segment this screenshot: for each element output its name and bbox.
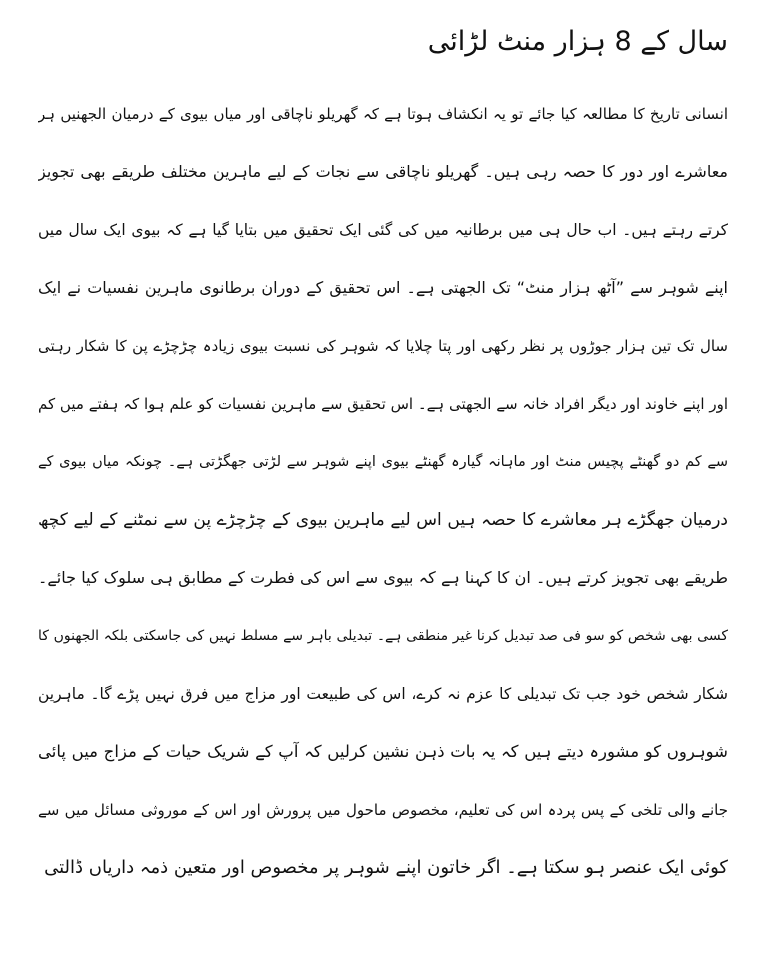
article-line: کرتے رہتے ہیں۔ اب حال ہی میں برطانیہ میں کی گئی ایک تحقیق میں بتایا گیا ہے کہ بیوی ایک سال میں [38,221,728,239]
article-line: اپنے شوہر سے ”آٹھ ہزار منٹ“ تک الجھتی ہے۔ اس تحقیق کے دوران برطانوی ماہرین نفسیات نے ایک [38,278,728,297]
article-line: معاشرے اور دور کا حصہ رہی ہیں۔ گھریلو ناچاقی سے نجات کے لیے ماہرین مختلف طریقے بھی تجویز [38,162,728,181]
article-line: شوہروں کو مشورہ دیتے ہیں کہ یہ بات ذہن نشین کرلیں کہ آپ کے شریک حیات کے مزاج میں پائی [38,742,728,761]
article-line: سے کم دو گھنٹے پچیس منٹ اور ماہانہ گیارہ گھنٹے بیوی اپنے شوہر سے لڑتی جھگڑتی ہے۔ چونکہ میاں بیوی کے [38,454,728,470]
article-line: کسی بھی شخص کو سو فی صد تبدیل کرنا غیر منطقی ہے۔ تبدیلی باہر سے مسلط نہیں کی جاسکتی بلکہ الجھنوں کا [38,628,728,644]
article-line: انسانی تاریخ کا مطالعہ کیا جائے تو یہ انکشاف ہوتا ہے کہ گھریلو ناچاقی اور میاں بیوی کے درمیان الجھنیں ہر [38,105,728,123]
article-line: جانے والی تلخی کے پس پردہ اس کی تعلیم، مخصوص ماحول میں پرورش اور اس کے موروثی مسائل میں سے [38,801,728,819]
article-line: اور اپنے خاوند اور دیگر افراد خانہ سے الجھتی ہے۔ اس تحقیق سے ماہرین نفسیات کو علم ہوا کہ ہفتے میں کم [38,395,728,413]
article-title: سال کے 8 ہزار منٹ لڑائی [427,26,728,57]
article-line: درمیان جھگڑے ہر معاشرے کا حصہ ہیں اس لیے ماہرین بیوی کے چڑچڑے پن سے نمٹنے کے لیے کچھ [38,510,728,530]
article-line: طریقے بھی تجویز کرتے ہیں۔ ان کا کہنا ہے کہ بیوی سے اس کی فطرت کے مطابق ہی سلوک کیا جائے۔ [38,568,728,587]
article-line: شکار شخص خود جب تک تبدیلی کا عزم نہ کرے، اس کی طبیعت اور مزاج میں فرق نہیں پڑے گا۔ ماہرین [38,685,728,703]
article-line: سال تک تین ہزار جوڑوں پر نظر رکھی اور پتا چلایا کہ شوہر کی نسبت بیوی زیادہ چڑچڑے پن کا شکار رہتی [38,337,728,355]
article-line: کوئی ایک عنصر ہو سکتا ہے۔ اگر خاتون اپنے شوہر پر مخصوص اور متعین ذمہ داریاں ڈالتی [44,857,728,878]
